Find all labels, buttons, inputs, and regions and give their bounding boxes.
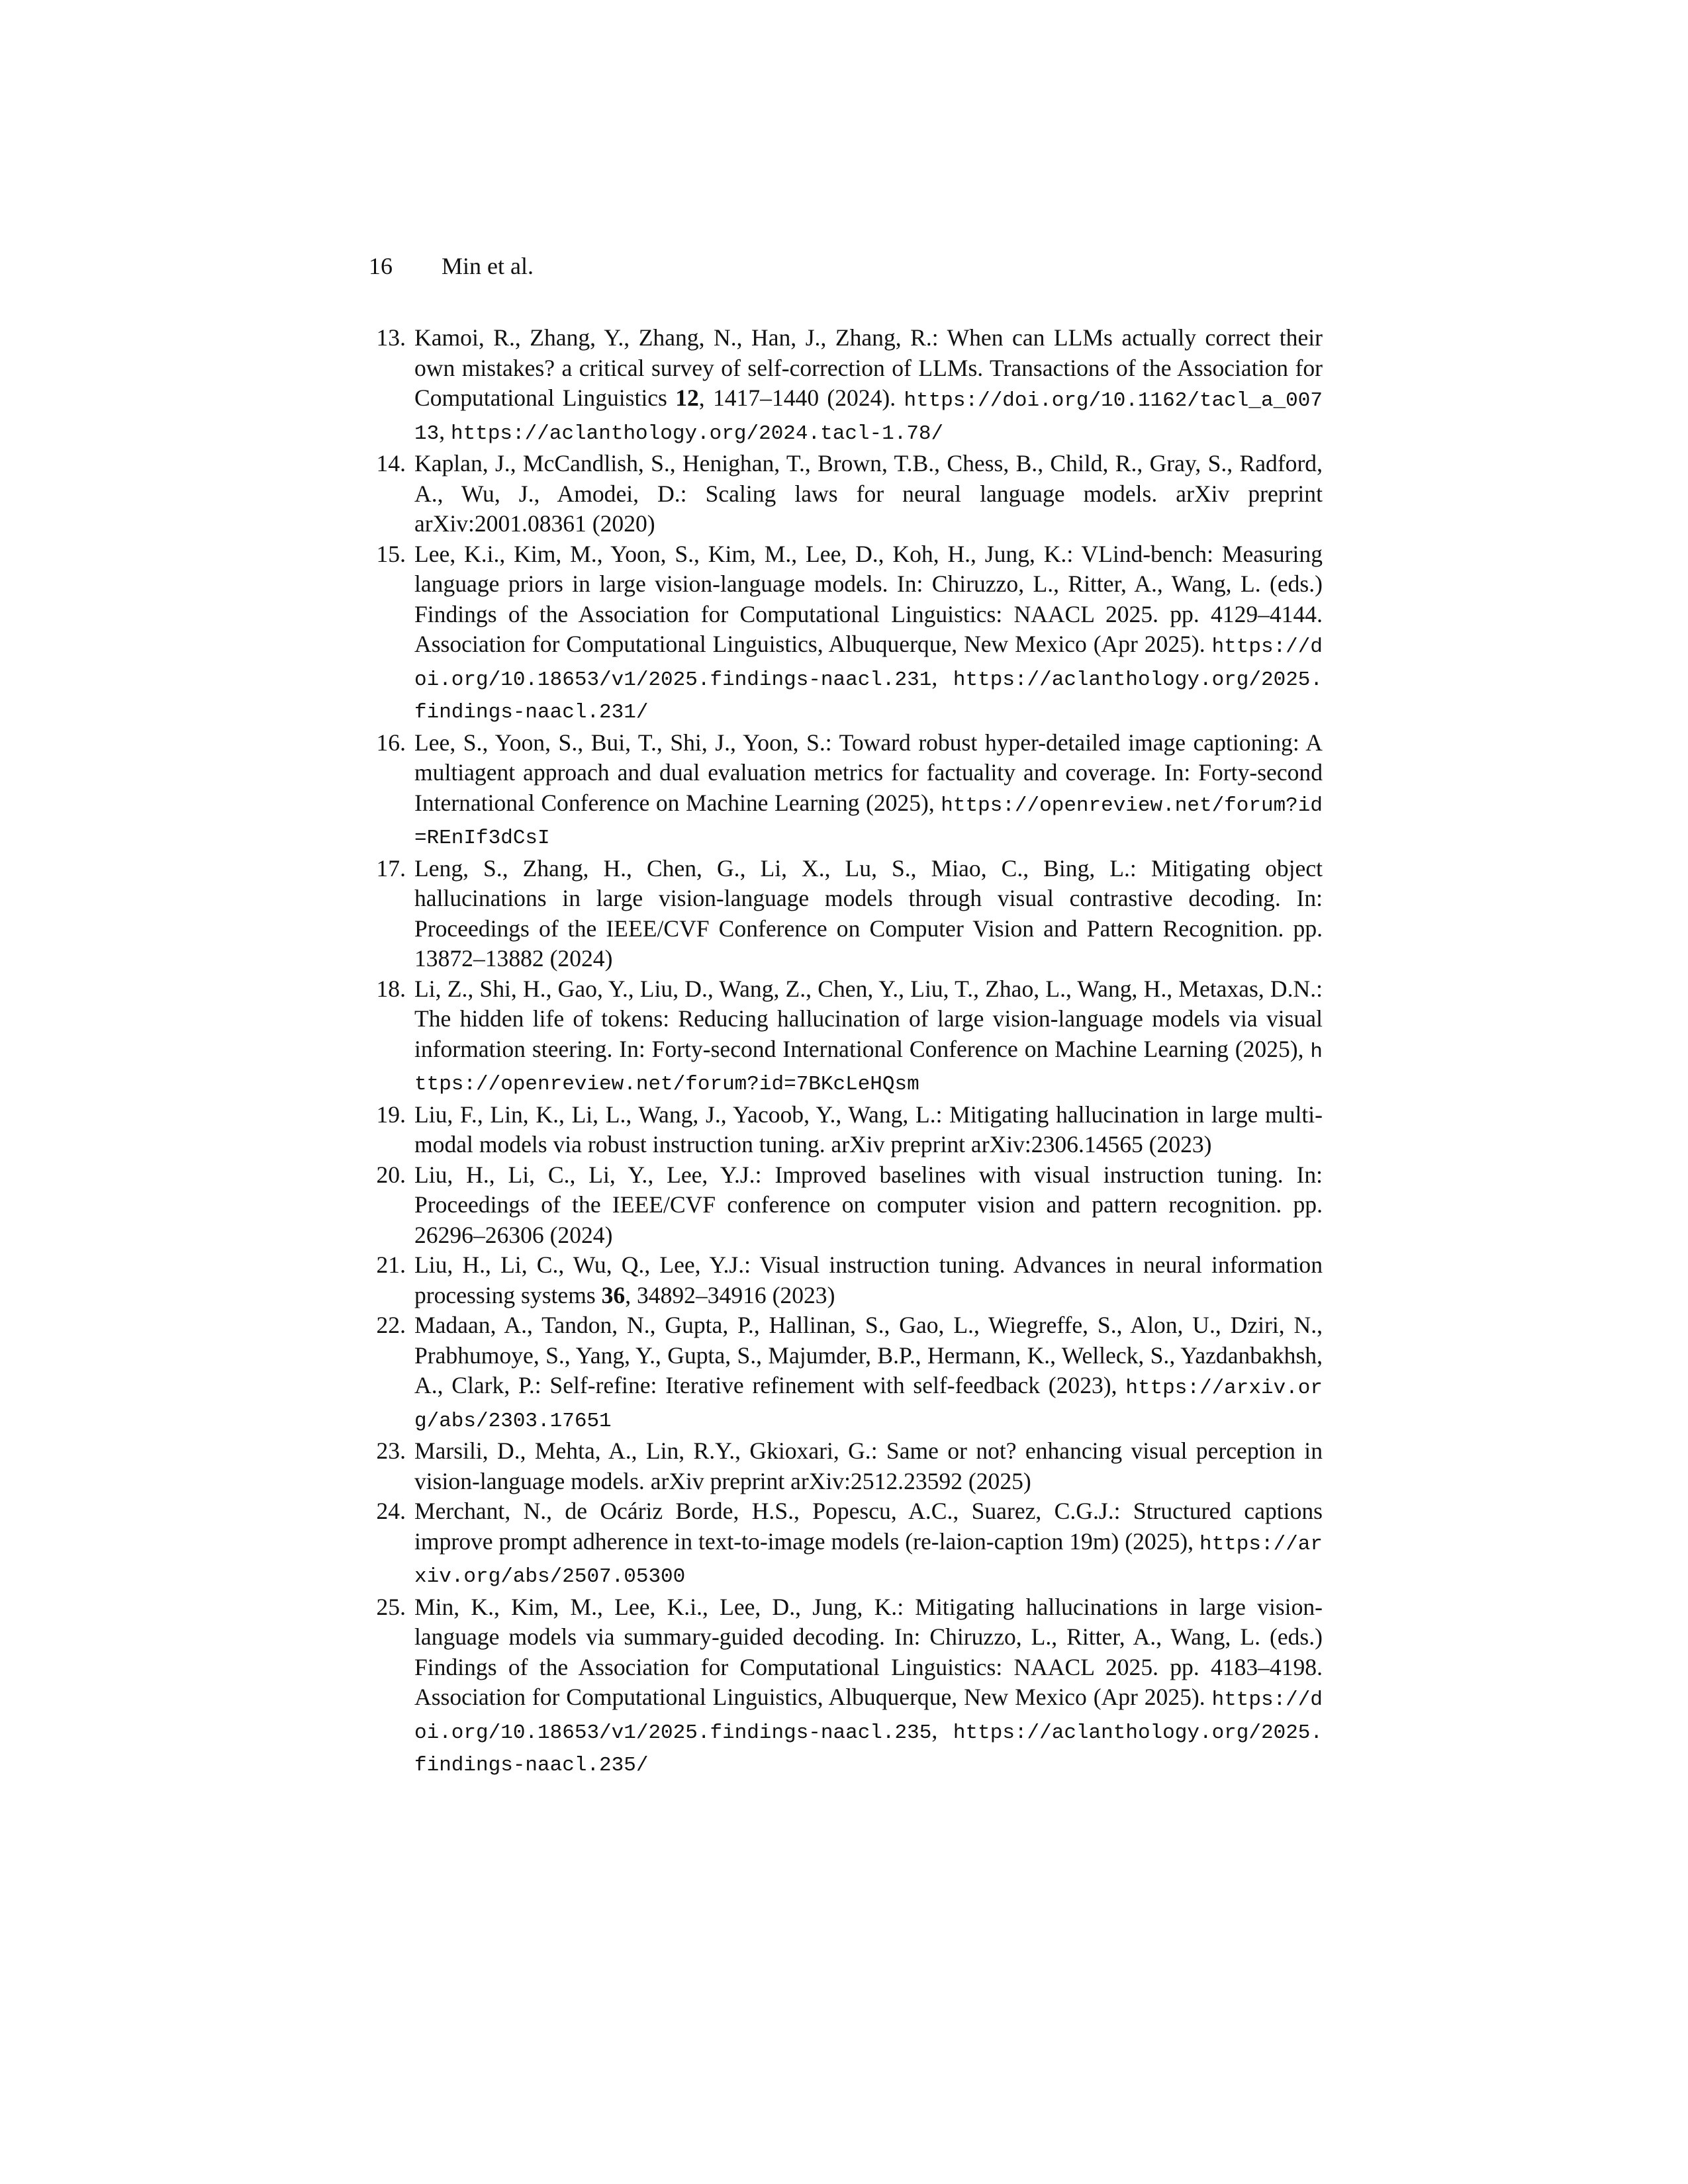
reference-text: Liu, H., Li, C., Li, Y., Lee, Y.J.: Improved baselines with visual instruction tuning. In: Proceedings of the IEEE/CVF conference on computer vision and pattern recognition. pp. 26296–26306 (2024) [414, 1161, 1323, 1248]
reference-number: 18. [376, 975, 406, 1002]
reference-item: 25. Min, K., Kim, M., Lee, K.i., Lee, D., Jung, K.: Mitigating hallucinations in large vision-language models via summary-guided decoding. In: Chiruzzo, L., Ritter, A., Wang, L. (eds.) Findings of the Association for Computational Linguistics: NAACL 2025. pp. 4183–4198. Association for Computational Linguistics, Albuquerque, New Mexico (Apr 2025). https://doi.org/10.18653/v1/2025.findings-naacl.235, https://aclanthology.org/2025.findings-naacl.235/ [369, 1592, 1323, 1781]
reference-number: 24. [376, 1498, 406, 1524]
reference-item [369, 449, 1323, 539]
reference-text: Merchant, N., de Ocáriz Borde, H.S., Popescu, A.C., Suarez, C.G.J.: Structured captions improve prompt adherence in text-to-image models (re-laion-caption 19m) (2025), [414, 1498, 1323, 1555]
reference-url-link[interactable]: https://arxiv.org/abs/2507.05300 [414, 1532, 1323, 1588]
reference-text: Liu, F., Lin, K., Li, L., Wang, J., Yacoob, Y., Wang, L.: Mitigating hallucination in large multi-modal models via robust instruction tuning. arXiv preprint arXiv:2306.14565 (2023) [414, 1101, 1323, 1158]
reference-number: 22. [376, 1312, 406, 1338]
reference-number: 20. [376, 1161, 406, 1188]
reference-number: 25. [376, 1593, 406, 1620]
reference-text: Min, K., Kim, M., Lee, K.i., Lee, D., Jung, K.: Mitigating hallucinations in large vision-language models via summary-guided decoding. In: Chiruzzo, L., Ritter, A., Wang, L. (eds.) Findings of the Association for Computational Linguistics: NAACL 2025. pp. 4183–4198. Association for Computational Linguistics, Albuquerque, New Mexico (Apr 2025). [414, 1593, 1323, 1710]
reference-item [369, 1496, 1323, 1592]
reference-text: Leng, S., Zhang, H., Chen, G., Li, X., Lu, S., Miao, C., Bing, L.: Mitigating object hallucinations in large vision-language models through visual contrastive decoding. In: Proceedings of the IEEE/CVF Conference on Computer Vision and Pattern Recognition. pp. 13872–13882 (2024) [414, 854, 1323, 972]
reference-number: 17. [376, 854, 406, 882]
reference-number: 21. [376, 1251, 406, 1278]
reference-url-link[interactable]: https://openreview.net/forum?id=7BKcLeHQsm [414, 1040, 1323, 1096]
page-number: 16 [369, 253, 393, 279]
reference-url-link[interactable]: https://openreview.net/forum?id=REnIf3dCsI [414, 794, 1323, 850]
reference-number: 13. [376, 324, 406, 351]
reference-item [369, 854, 1323, 974]
reference-text: Liu, H., Li, C., Wu, Q., Lee, Y.J.: Visual instruction tuning. Advances in neural information processing systems [414, 1251, 1323, 1308]
reference-item [369, 1160, 1323, 1251]
reference-text: Li, Z., Shi, H., Gao, Y., Liu, D., Wang, Z., Chen, Y., Liu, T., Zhao, L., Wang, H., Metaxas, D.N.: The hidden life of tokens: Reducing hallucination of large vision-language models via visual information steering. In: Forty-second International Conference on Machine Learning (2025), [414, 975, 1323, 1062]
reference-pages: , 1417–1440 (2024). [698, 385, 904, 411]
reference-volume: 12 [675, 385, 699, 411]
reference-item [369, 1250, 1323, 1310]
reference-text: Madaan, A., Tandon, N., Gupta, P., Hallinan, S., Gao, L., Wiegreffe, S., Alon, U., Dziri, N., Prabhumoye, S., Yang, Y., Gupta, S., Majumder, B.P., Hermann, K., Welleck, S., Yazdanbakhsh, A., Clark, P.: Self-refine: Iterative refinement with self-feedback (2023), [414, 1312, 1323, 1398]
reference-url-link[interactable]: https://aclanthology.org/2025.findings-naacl.231/ [414, 668, 1323, 724]
reference-number: 14. [376, 450, 406, 477]
reference-item [369, 1100, 1323, 1160]
reference-item [369, 728, 1323, 854]
reference-number: 15. [376, 540, 406, 567]
reference-url-link[interactable]: https://doi.org/10.1162/tacl_a_00713 [414, 389, 1323, 445]
running-head [369, 250, 534, 282]
reference-url-link[interactable]: https://aclanthology.org/2025.findings-naacl.235/ [414, 1721, 1323, 1777]
reference-item: 13. Kamoi, R., Zhang, Y., Zhang, N., Han, J., Zhang, R.: When can LLMs actually correct their own mistakes? a critical survey of self-correction of LLMs. Transactions of the Association for Computational Linguistics 12, 1417–1440 (2024). https://doi.org/10.1162/tacl_a_00713, https://aclanthology.org/2024.tacl-1.78/ [369, 323, 1323, 449]
reference-url-link[interactable]: https://aclanthology.org/2024.tacl-1.78/ [451, 422, 944, 445]
reference-number: 19. [376, 1101, 406, 1128]
reference-text: Kamoi, R., Zhang, Y., Zhang, N., Han, J., Zhang, R.: When can LLMs actually correct their own mistakes? a critical survey of self-correction of LLMs. Transactions of the Association for Computational Linguistics [414, 324, 1323, 411]
reference-item [369, 1310, 1323, 1436]
reference-url-link[interactable]: https://arxiv.org/abs/2303.17651 [414, 1377, 1323, 1433]
reference-text: Lee, K.i., Kim, M., Yoon, S., Kim, M., Lee, D., Koh, H., Jung, K.: VLind-bench: Measuring language priors in large vision-language models. In: Chiruzzo, L., Ritter, A., Wang, L. (eds.) Findings of the Association for Computational Linguistics: NAACL 2025. pp. 4129–4144. Association for Computational Linguistics, Albuquerque, New Mexico (Apr 2025). [414, 540, 1323, 657]
reference-list [369, 323, 1323, 1781]
running-title: Min et al. [442, 253, 534, 279]
reference-pages: , 34892–34916 (2023) [625, 1281, 835, 1308]
reference-item [369, 1436, 1323, 1496]
reference-url-link[interactable]: https://doi.org/10.18653/v1/2025.findings-naacl.235 [414, 1688, 1323, 1745]
reference-volume: 36 [601, 1281, 626, 1308]
reference-url-link[interactable]: https://doi.org/10.18653/v1/2025.findings-naacl.231 [414, 635, 1323, 692]
reference-text: Lee, S., Yoon, S., Bui, T., Shi, J., Yoon, S.: Toward robust hyper-detailed image captioning: A multiagent approach and dual evaluation metrics for factuality and coverage. In: Forty-second International Conference on Machine Learning (2025), [414, 729, 1323, 816]
reference-number: 16. [376, 729, 406, 756]
reference-number: 23. [376, 1437, 406, 1464]
reference-item: 15. Lee, K.i., Kim, M., Yoon, S., Kim, M., Lee, D., Koh, H., Jung, K.: VLind-bench: Measuring language priors in large vision-language models. In: Chiruzzo, L., Ritter, A., Wang, L. (eds.) Findings of the Association for Computational Linguistics: NAACL 2025. pp. 4129–4144. Association for Computational Linguistics, Albuquerque, New Mexico (Apr 2025). https://doi.org/10.18653/v1/2025.findings-naacl.231, https://aclanthology.org/2025.findings-naacl.231/ [369, 539, 1323, 728]
reference-text: Kaplan, J., McCandlish, S., Henighan, T., Brown, T.B., Chess, B., Child, R., Gray, S., Radford, A., Wu, J., Amodei, D.: Scaling laws for neural language models. arXiv preprint arXiv:2001.08361 (2020) [414, 450, 1323, 537]
reference-item [369, 974, 1323, 1100]
reference-text: Marsili, D., Mehta, A., Lin, R.Y., Gkioxari, G.: Same or not? enhancing visual perception in vision-language models. arXiv preprint arXiv:2512.23592 (2025) [414, 1437, 1323, 1494]
